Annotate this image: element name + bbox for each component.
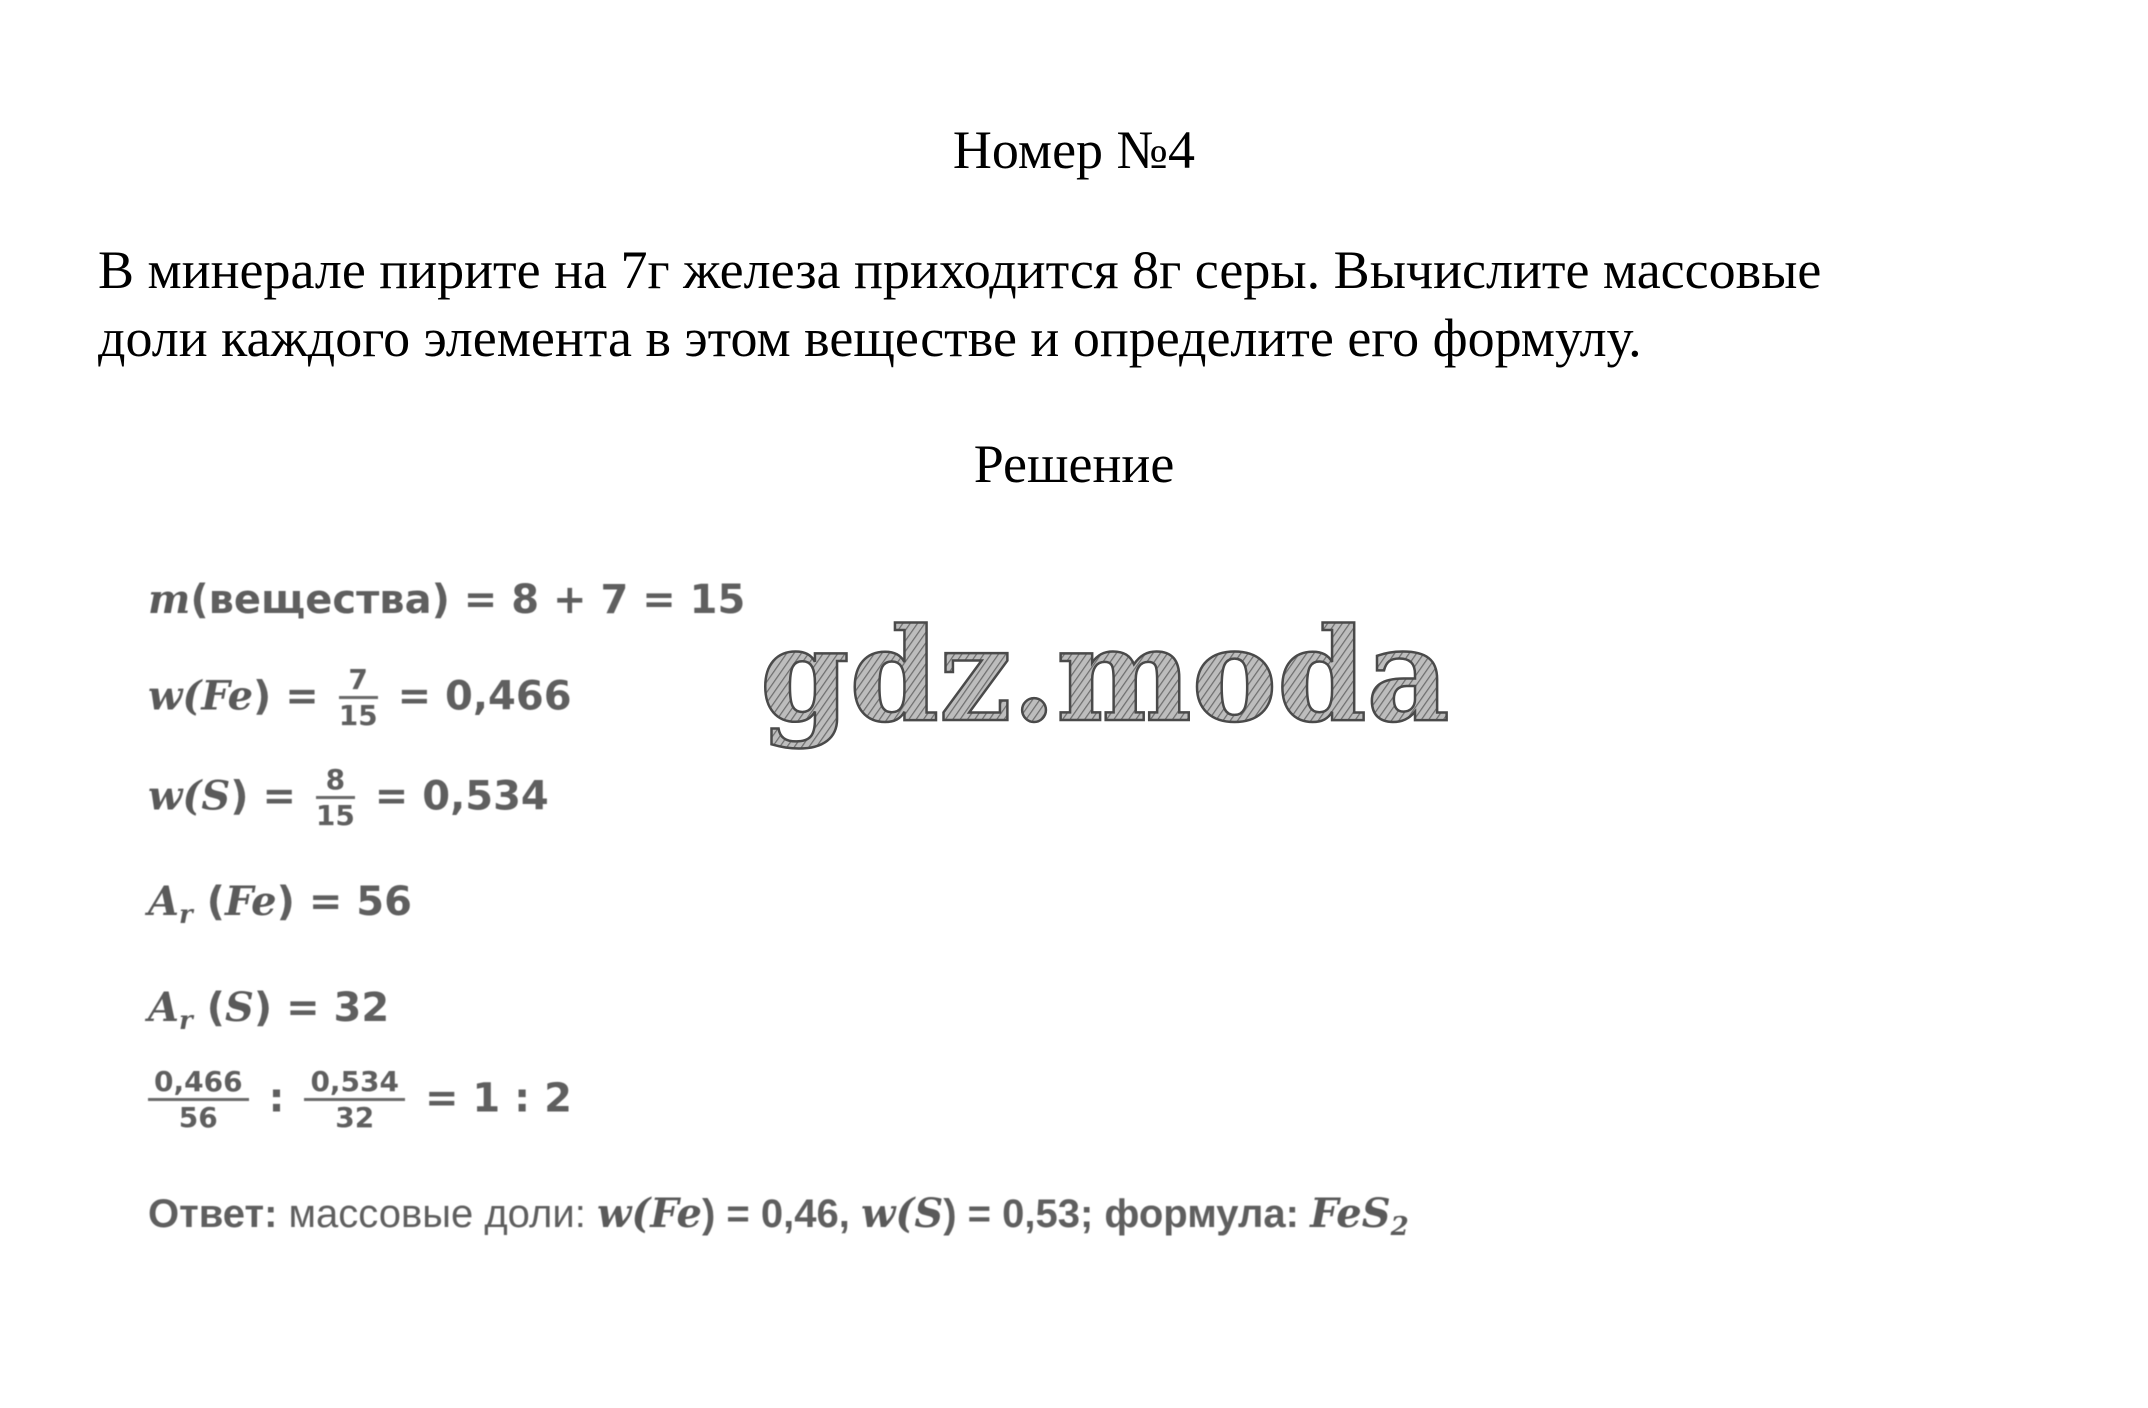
answer-formula: FeS — [1310, 1190, 1391, 1237]
element-s: S — [914, 1190, 944, 1237]
ar-subscript: r — [179, 900, 193, 930]
answer-line — [148, 1190, 1409, 1242]
paren-open: ( — [192, 879, 225, 925]
fraction-numerator: 0,534 — [304, 1066, 405, 1101]
solution-line-ratio — [148, 1066, 572, 1135]
watermark-text: gdz.moda — [760, 601, 1450, 751]
solution-heading: Решение — [973, 434, 1175, 494]
ar-symbol: A — [148, 878, 180, 925]
fraction-denominator: 15 — [338, 699, 378, 732]
w-symbol: w( — [148, 672, 202, 720]
ratio-separator: : — [254, 1075, 299, 1122]
fraction-denominator: 15 — [315, 799, 355, 832]
solution-line-ar-s — [148, 984, 389, 1036]
w-symbol: w( — [860, 1190, 915, 1237]
solution-line-w-fe — [148, 664, 572, 733]
element-fe: Fe — [224, 878, 277, 925]
fraction-result: = 0,534 — [360, 773, 549, 820]
w-symbol: w( — [596, 1190, 651, 1237]
ar-value: ) = 32 — [253, 985, 390, 1031]
answer-value-s: ) = 0,53; формула: — [943, 1192, 1311, 1236]
answer-formula-subscript: 2 — [1390, 1212, 1409, 1242]
solution-line-ar-fe — [148, 878, 412, 930]
element-fe: Fe — [650, 1190, 702, 1237]
watermark-logo — [750, 600, 1450, 760]
page-title: Номер №4 — [952, 120, 1196, 180]
equals: ) = — [253, 673, 333, 720]
fraction-denominator: 56 — [178, 1101, 218, 1134]
answer-text: массовые доли: — [277, 1192, 597, 1236]
mass-symbol: m — [148, 576, 191, 623]
solution-line-w-s — [148, 764, 549, 833]
fraction-ratio-fe — [148, 1066, 249, 1135]
watermark-svg — [750, 600, 1450, 760]
answer-label: Ответ: — [148, 1192, 278, 1236]
ar-symbol: A — [148, 984, 180, 1031]
fraction-ratio-s — [304, 1066, 405, 1135]
problem-line-1: В минерале пирите на 7г железа приходится 8г серы. Вычислите массовые — [98, 240, 1822, 300]
problem-line-2: доли каждого элемента в этом веществе и определите его формулу. — [98, 308, 1642, 368]
equals: ) = — [230, 773, 310, 820]
ar-subscript: r — [179, 1006, 193, 1036]
paren-open: ( — [192, 985, 225, 1031]
fraction-fe — [339, 664, 378, 733]
fraction-numerator: 8 — [316, 764, 355, 799]
ar-value: ) = 56 — [276, 879, 412, 925]
element-s: S — [224, 984, 254, 1031]
element-fe: Fe — [201, 672, 254, 720]
mass-expression: (вещества) = 8 + 7 = 15 — [190, 577, 746, 623]
fraction-result: = 0,466 — [383, 673, 572, 720]
fraction-denominator: 32 — [335, 1101, 375, 1134]
element-s: S — [201, 772, 231, 820]
fraction-s — [316, 764, 355, 833]
fraction-numerator: 7 — [339, 664, 378, 699]
solution-line-mass — [148, 576, 745, 623]
ratio-result: = 1 : 2 — [411, 1075, 572, 1122]
fraction-numerator: 0,466 — [148, 1066, 249, 1101]
problem-statement — [98, 236, 2078, 372]
answer-value-fe: ) = 0,46, — [701, 1192, 861, 1236]
w-symbol: w( — [148, 772, 202, 820]
